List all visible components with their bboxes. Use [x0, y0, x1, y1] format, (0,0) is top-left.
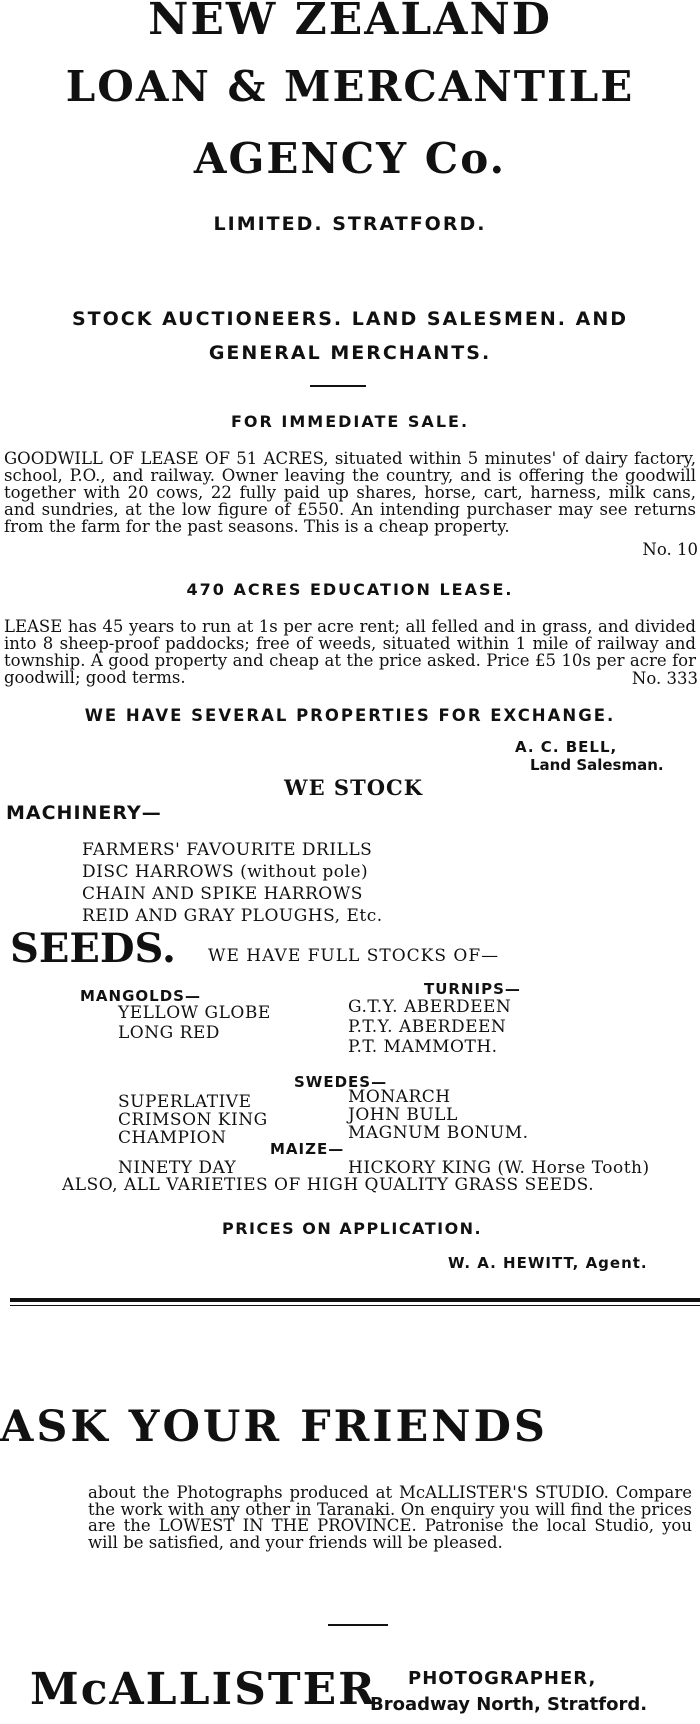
- machinery-heading: MACHINERY—: [6, 802, 162, 824]
- turnips-heading: TURNIPS—: [424, 980, 521, 998]
- turnip-item: G.T.Y. ABERDEEN: [348, 997, 512, 1017]
- listing-2-text: LEASE has 45 years to run at 1s per acre rent; all felled and in grass, and divided into 8 sheep-proof paddocks; free of weeds, situated within 1 mile of railway and township. A good property and cheap at the price asked. Price £5 10s per acre for goodwill; good terms.: [4, 617, 696, 687]
- trades-line1: STOCK AUCTIONEERS. LAND SALESMEN. AND: [71, 308, 628, 330]
- listing-2-number: No. 333: [631, 669, 698, 688]
- studio-text: [88, 1485, 692, 1551]
- swede-item: CRIMSON KING: [118, 1110, 268, 1130]
- swede-item: JOHN BULL: [348, 1105, 458, 1125]
- company-name-line1: NEW ZEALAND: [148, 0, 552, 45]
- listing-1-text: GOODWILL OF LEASE OF 51 ACRES, situated within 5 minutes' of dairy factory, school, P.O., and railway. Owner leaving the country, and is offering the goodwill together with 20 cows, 22 fully paid up shares, horse, cart, harness, milk cans, and sundries, at the low figure of £550. An intending purchaser may see returns from the farm for the past seasons. This is a cheap property.: [4, 449, 696, 536]
- agent-signature: W. A. HEWITT, Agent.: [448, 1254, 648, 1272]
- studio-heading: ASK YOUR FRIENDS: [0, 1402, 548, 1452]
- prices-notice: PRICES ON APPLICATION.: [222, 1219, 483, 1238]
- machinery-item: DISC HARROWS (without pole): [82, 862, 369, 882]
- maize-item: HICKORY KING (W. Horse Tooth): [348, 1158, 650, 1178]
- signature-title: Land Salesman.: [530, 756, 664, 774]
- studio-body: about the Photographs produced at McALLISTER'S STUDIO. Compare the work with any other in Taranaki. On enquiry you will find the prices are the LOWEST IN THE PROVINCE. Patronise the local Studio, you will be satisfied, and your friends will be pleased.: [88, 1483, 692, 1552]
- mangold-item: LONG RED: [118, 1023, 220, 1043]
- divider: [328, 1624, 388, 1626]
- swede-item: MAGNUM BONUM.: [348, 1123, 529, 1143]
- swede-item: SUPERLATIVE: [118, 1092, 252, 1112]
- machinery-item: REID AND GRAY PLOUGHS, Etc.: [82, 906, 383, 926]
- stock-heading: WE STOCK: [284, 775, 423, 800]
- swede-item: CHAMPION: [118, 1128, 227, 1148]
- machinery-item: FARMERS' FAVOURITE DRILLS: [82, 840, 373, 860]
- company-subtitle: LIMITED. STRATFORD.: [213, 213, 487, 235]
- grass-seeds: ALSO, ALL VARIETIES OF HIGH QUALITY GRASS SEEDS.: [62, 1175, 595, 1195]
- studio-role: PHOTOGRAPHER,: [408, 1668, 597, 1689]
- listing-2-heading: 470 ACRES EDUCATION LEASE.: [186, 580, 514, 599]
- maize-heading: MAIZE—: [270, 1140, 345, 1158]
- swede-item: MONARCH: [348, 1087, 451, 1107]
- exchange-notice: WE HAVE SEVERAL PROPERTIES FOR EXCHANGE.: [84, 706, 616, 725]
- seeds-intro: WE HAVE FULL STOCKS OF—: [208, 946, 500, 966]
- signature-name: A. C. BELL,: [515, 738, 618, 756]
- company-name-line3: AGENCY Co.: [193, 134, 507, 183]
- section-divider: [10, 1305, 700, 1306]
- mangolds-heading: MANGOLDS—: [80, 987, 201, 1005]
- company-name-line2: LOAN & MERCANTILE: [65, 62, 635, 111]
- listing-1: [4, 450, 696, 535]
- sale-heading: FOR IMMEDIATE SALE.: [230, 412, 470, 431]
- turnip-item: P.T.Y. ABERDEEN: [348, 1017, 507, 1037]
- turnip-item: P.T. MAMMOTH.: [348, 1037, 498, 1057]
- studio-address: Broadway North, Stratford.: [370, 1694, 648, 1715]
- mangold-item: YELLOW GLOBE: [118, 1003, 271, 1023]
- swedes-heading: SWEDES—: [294, 1073, 388, 1091]
- trades-line2: GENERAL MERCHANTS.: [208, 342, 492, 364]
- machinery-item: CHAIN AND SPIKE HARROWS: [82, 884, 363, 904]
- section-divider: [10, 1298, 700, 1302]
- studio-name: McALLISTER: [30, 1664, 377, 1715]
- seeds-heading: SEEDS.: [10, 925, 176, 972]
- listing-1-number: No. 10: [642, 540, 698, 559]
- maize-item: NINETY DAY: [118, 1158, 237, 1178]
- divider: [310, 385, 366, 387]
- listing-2: [4, 618, 696, 686]
